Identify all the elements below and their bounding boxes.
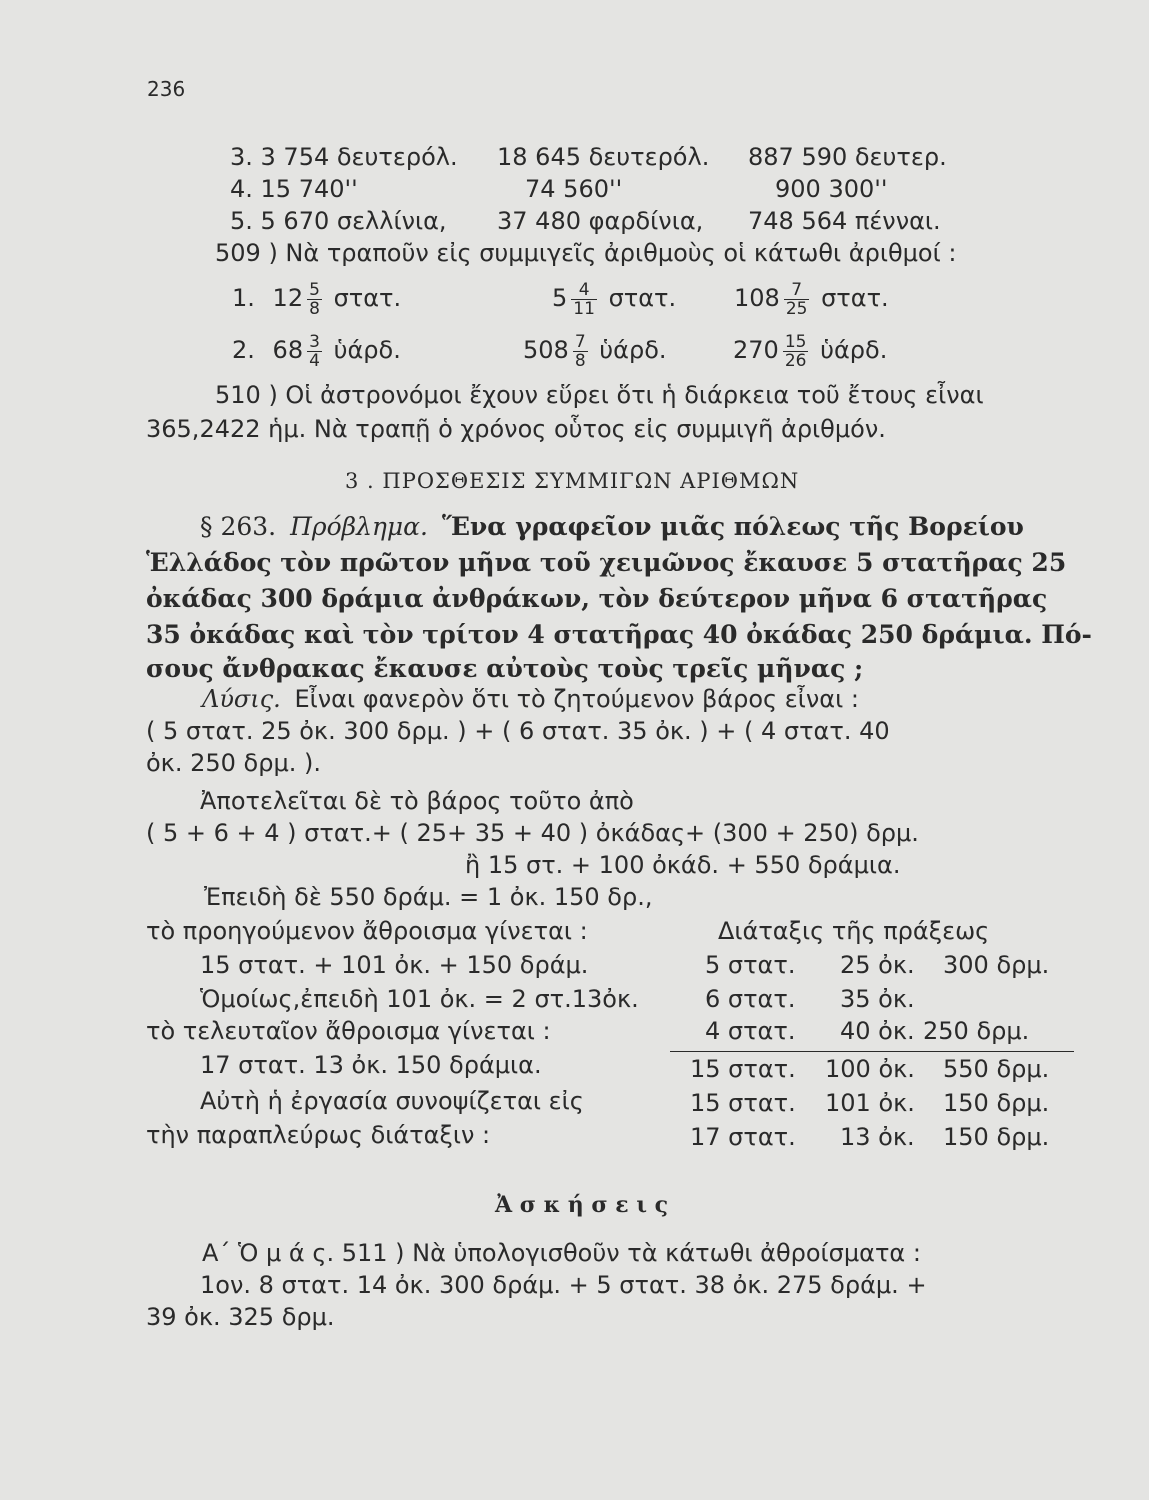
- solution-line-10: Ὁμοίως,ἐπειδὴ 101 ὀκ. = 2 στ.13ὀκ.: [200, 985, 639, 1013]
- section-title: 3 . ΠΡΟΣΘΕΣΙΣ ΣΥΜΜΙΓΩΝ ΑΡΙΘΜΩΝ: [345, 469, 800, 493]
- layout-row-3-a: 4 στατ.: [705, 1017, 796, 1045]
- denominator: 4: [309, 350, 320, 371]
- solution-line-9: 15 στατ. + 101 ὀκ. + 150 δράμ.: [200, 951, 589, 979]
- answer-5-b: 37 480 φαρδίνια,: [497, 207, 704, 235]
- numerator: 15: [784, 331, 807, 352]
- denominator: 11: [573, 298, 595, 319]
- exercise-509-row-1-b: [552, 276, 676, 320]
- layout-row-1-c: 300 δρμ.: [943, 951, 1050, 979]
- layout-row-2-a: 6 στατ.: [705, 985, 796, 1013]
- mixed-whole: 108: [734, 284, 780, 312]
- unit: ὑάρδ.: [333, 336, 401, 364]
- layout-row-6-b: 13 ὀκ.: [840, 1123, 915, 1151]
- layout-row-2-b: 35 ὀκ.: [840, 985, 915, 1013]
- exercise-509-row-1-c: [734, 276, 889, 320]
- layout-row-6-c: 150 δρμ.: [943, 1123, 1050, 1151]
- exercises-title: Ἀ σ κ ή σ ε ι ς: [495, 1192, 669, 1218]
- mixed-whole: 68: [272, 336, 304, 364]
- exercise-509-text: 509 ) Νὰ τραποῦν εἰς συμμιγεῖς ἀριθμοὺς οἱ κάτωθι ἀριθμοί :: [215, 239, 957, 267]
- answer-3-c: 887 590 δευτερ.: [748, 143, 947, 171]
- fraction: [307, 281, 322, 318]
- layout-row-4-c: 550 δρμ.: [943, 1055, 1050, 1083]
- exercises-line-1: Α΄ Ὁ μ ά ς. 511 ) Νὰ ὑπολογισθοῦν τὰ κάτωθι ἀθροίσματα :: [202, 1239, 921, 1267]
- layout-row-5-c: 150 δρμ.: [943, 1089, 1050, 1117]
- exercise-509-row-2-c: [733, 328, 887, 372]
- paragraph-number: § 263.: [200, 512, 277, 541]
- solution-line-1: [202, 684, 859, 714]
- solution-line-8: τὸ προηγούμενον ἄθροισμα γίνεται :: [146, 917, 588, 945]
- layout-row-1-b: 25 ὀκ.: [840, 951, 915, 979]
- unit: στατ.: [333, 284, 402, 312]
- numerator: 7: [784, 281, 810, 300]
- solution-line-4: Ἀποτελεῖται δὲ τὸ βάρος τοῦτο ἀπὸ: [200, 787, 634, 815]
- answer-5-c: 748 564 πένναι.: [748, 207, 941, 235]
- answer-5-a: 5. 5 670 σελλίνια,: [230, 207, 447, 235]
- layout-row-5-a: 15 στατ.: [690, 1089, 796, 1117]
- unit: στατ.: [608, 284, 677, 312]
- layout-row-3-b: 40 ὀκ.: [840, 1017, 915, 1045]
- denominator: 25: [785, 298, 808, 319]
- solution-label: Λύσις.: [202, 685, 281, 713]
- mixed-whole: 12: [272, 284, 304, 312]
- problem-line-4: 35 ὀκάδας καὶ τὸν τρίτον 4 στατῆρας 40 ὀκάδας 250 δράμια. Πό-: [146, 620, 1092, 649]
- exercise-510-line-1: 510 ) Οἱ ἀστρονόμοι ἔχουν εὕρει ὅτι ἡ διάρκεια τοῦ ἔτους εἶναι: [215, 381, 984, 409]
- answer-3-b: 18 645 δευτερόλ.: [497, 143, 710, 171]
- fraction: [307, 333, 322, 370]
- row-label: 2.: [232, 336, 255, 364]
- problem-text: Ἕνα γραφεῖον μιᾶς πόλεως τῆς Βορείου: [441, 512, 1024, 541]
- unit: ὑάρδ.: [820, 336, 888, 364]
- solution-line-11: τὸ τελευταῖον ἄθροισμα γίνεται :: [146, 1017, 551, 1045]
- exercise-509-row-2: [232, 328, 401, 372]
- layout-table-title: Διάταξις τῆς πράξεως: [718, 917, 990, 945]
- exercise-510-line-2: 365,2422 ἡμ. Νὰ τραπῇ ὁ χρόνος οὗτος εἰς συμμιγῆ ἀριθμόν.: [146, 415, 886, 443]
- answer-4-a: 4. 15 740'': [230, 175, 358, 203]
- layout-row-4-b: 100 ὀκ.: [825, 1055, 915, 1083]
- numerator: 5: [309, 279, 320, 300]
- solution-line-5: ( 5 + 6 + 4 ) στατ.+ ( 25+ 35 + 40 ) ὀκάδας+ (300 + 250) δρμ.: [146, 819, 919, 847]
- sum-rule: [670, 1051, 1074, 1052]
- problem-label: Πρόβλημα.: [290, 512, 428, 541]
- unit: ὑάρδ.: [599, 336, 667, 364]
- unit: στατ.: [821, 284, 889, 312]
- fraction: [784, 281, 810, 318]
- solution-line-14: τὴν παραπλεύρως διάταξιν :: [146, 1121, 491, 1149]
- solution-line-2: ( 5 στατ. 25 ὀκ. 300 δρμ. ) + ( 6 στατ. 35 ὀκ. ) + ( 4 στατ. 40: [146, 717, 890, 745]
- solution-line-13: Αὐτὴ ἡ ἐργασία συνοψίζεται εἰς: [200, 1087, 584, 1115]
- fraction: [571, 281, 597, 318]
- layout-row-4-a: 15 στατ.: [690, 1055, 796, 1083]
- page-number: 236: [147, 77, 186, 101]
- answer-4-b: 74 560'': [525, 175, 623, 203]
- numerator: 7: [574, 331, 586, 352]
- layout-row-3-c: 250 δρμ.: [923, 1017, 1030, 1045]
- denominator: 26: [784, 350, 807, 371]
- fraction: [783, 333, 809, 370]
- exercises-line-2: 1ον. 8 στατ. 14 ὀκ. 300 δράμ. + 5 στατ. 38 ὀκ. 275 δράμ. +: [200, 1271, 927, 1299]
- mixed-whole: 5: [552, 284, 568, 312]
- exercises-line-3: 39 ὀκ. 325 δρμ.: [146, 1303, 335, 1331]
- numerator: 3: [309, 331, 320, 352]
- denominator: 8: [574, 350, 586, 371]
- problem-line-3: ὀκάδας 300 δράμια ἀνθράκων, τὸν δεύτερον μῆνα 6 στατῆρας: [146, 584, 1048, 613]
- numerator: 4: [571, 281, 597, 300]
- layout-row-6-a: 17 στατ.: [690, 1123, 796, 1151]
- row-label: 1.: [232, 284, 255, 312]
- solution-line-6: ἢ 15 στ. + 100 ὀκάδ. + 550 δράμια.: [465, 851, 901, 879]
- layout-row-1-a: 5 στατ.: [705, 951, 796, 979]
- denominator: 8: [309, 298, 320, 319]
- mixed-whole: 508: [523, 336, 569, 364]
- problem-line-5: σους ἄνθρακας ἔκαυσε αὐτοὺς τοὺς τρεῖς μῆνας ;: [146, 654, 864, 683]
- answer-3-a: 3. 3 754 δευτερόλ.: [230, 143, 458, 171]
- problem-line-1: [200, 512, 1024, 542]
- mixed-whole: 270: [733, 336, 779, 364]
- solution-line-12: 17 στατ. 13 ὀκ. 150 δράμια.: [200, 1051, 542, 1079]
- layout-row-5-b: 101 ὀκ.: [825, 1089, 915, 1117]
- problem-line-2: Ἑλλάδος τὸν πρῶτον μῆνα τοῦ χειμῶνος ἔκαυσε 5 στατῆρας 25: [146, 548, 1067, 577]
- exercise-509-row-2-b: [523, 328, 667, 372]
- solution-line-3: ὀκ. 250 δρμ. ).: [146, 749, 321, 777]
- fraction: [573, 333, 588, 370]
- answer-4-c: 900 300'': [775, 175, 888, 203]
- exercise-509-row-1: [232, 276, 401, 320]
- solution-line-7: Ἐπειδὴ δὲ 550 δράμ. = 1 ὀκ. 150 δρ.,: [204, 883, 653, 911]
- solution-text: Εἶναι φανερὸν ὅτι τὸ ζητούμενον βάρος εἶναι :: [294, 685, 859, 713]
